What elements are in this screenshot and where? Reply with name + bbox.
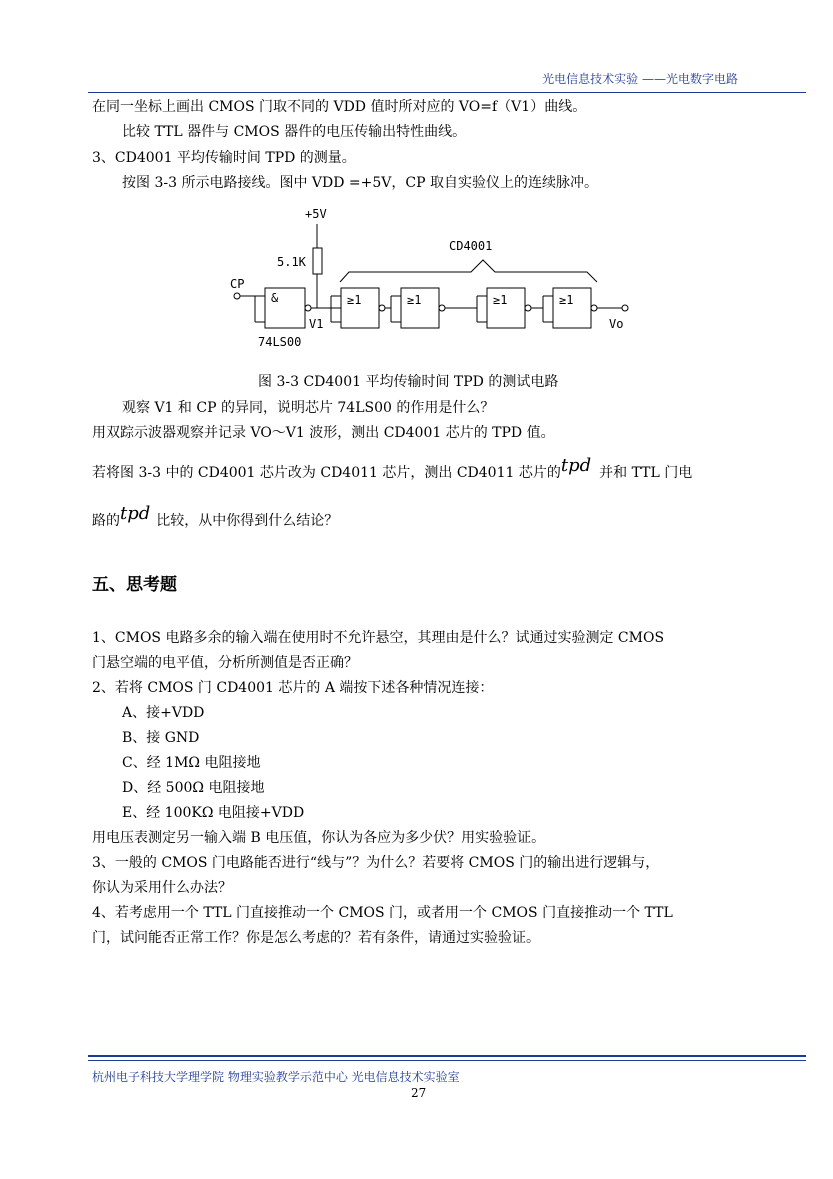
body-line: 用双踪示波器观察并记录 VO～V1 波形，测出 CD4001 芯片的 TPD 值。 [92, 425, 555, 441]
body-line [92, 503, 339, 531]
body-line-part: 并和 TTL 门电 [599, 465, 693, 481]
body-line: 观察 V1 和 CP 的异同，说明芯片 74LS00 的作用是什么？ [122, 400, 495, 416]
circuit-diagram [225, 200, 645, 355]
nor-symbol: ≥1 [559, 293, 574, 307]
question-line: 你认为采用什么办法？ [92, 880, 232, 896]
question-line: 1、CMOS 电路多余的输入端在使用时不允许悬空，其理由是什么？试通过实验测定 CMOS [92, 630, 665, 646]
nor-symbol: ≥1 [407, 293, 422, 307]
footer-rule [88, 1060, 806, 1061]
body-line [92, 455, 693, 483]
page-number: 27 [411, 1086, 427, 1100]
question-line: 2、若将 CMOS 门 CD4001 芯片的 A 端按下述各种情况连接： [92, 680, 494, 696]
option-item: D、经 500Ω 电阻接地 [122, 780, 265, 796]
tpd-symbol: tpd [120, 503, 151, 524]
body-line-part: 若将图 3-3 中的 CD4001 芯片改为 CD4011 芯片，测出 CD4011 芯片的 [92, 465, 561, 481]
resistor-symbol [313, 248, 322, 274]
question-line: 4、若考虑用一个 TTL 门直接推动一个 CMOS 门，或者用一个 CMOS 门直接推动一个 TTL [92, 905, 673, 921]
vcc-label: +5V [305, 207, 327, 221]
option-item: C、经 1MΩ 电阻接地 [122, 755, 261, 771]
option-item: B、接 GND [122, 730, 200, 746]
body-line: 比较 TTL 器件与 CMOS 器件的电压传输出特性曲线。 [122, 124, 467, 140]
vo-label: Vo [609, 317, 624, 331]
figure-caption: 图 3-3 CD4001 平均传输时间 TPD 的测试电路 [258, 374, 559, 390]
driver-label: 74LS00 [258, 335, 302, 349]
cp-label: CP [230, 277, 245, 291]
nand-symbol: & [271, 291, 279, 305]
header-rule [88, 92, 806, 93]
section-title: 五、思考题 [92, 575, 177, 595]
nor-symbol: ≥1 [493, 293, 508, 307]
footer-institution: 杭州电子科技大学理学院 物理实验教学示范中心 光电信息技术实验室 [92, 1070, 460, 1084]
option-item: E、经 100KΩ 电阻接+VDD [122, 805, 305, 821]
question-line: 用电压表测定另一输入端 B 电压值，你认为各应为多少伏？用实验验证。 [92, 830, 546, 846]
option-item: A、接+VDD [122, 705, 205, 721]
question-line: 门悬空端的电平值，分析所测值是否正确？ [92, 655, 358, 671]
footer-rule [88, 1055, 806, 1057]
body-line-part: 比较，从中你得到什么结论？ [156, 513, 339, 529]
body-line: 在同一坐标上画出 CMOS 门取不同的 VDD 值时所对应的 VO=f（V1）曲线。 [92, 99, 587, 115]
running-header: 光电信息技术实验 ——光电数字电路 [542, 72, 738, 86]
chip-label: CD4001 [449, 239, 493, 253]
v1-label: V1 [309, 317, 324, 331]
nor-symbol: ≥1 [347, 293, 362, 307]
resistor-label: 5.1K [277, 255, 306, 269]
body-line: 按图 3-3 所示电路接线。图中 VDD =+5V，CP 取自实验仪上的连续脉冲。 [122, 175, 598, 191]
question-line: 3、一般的 CMOS 门电路能否进行“线与”？为什么？若要将 CMOS 门的输出进行逻辑与， [92, 855, 660, 871]
tpd-symbol: tpd [560, 455, 592, 476]
chip-brace [340, 260, 597, 282]
body-line-part: 路的 [92, 513, 120, 529]
question-line: 门，试问能否正常工作？你是怎么考虑的？若有条件，请通过实验验证。 [92, 930, 540, 946]
body-line: 3、CD4001 平均传输时间 TPD 的测量。 [92, 150, 356, 166]
